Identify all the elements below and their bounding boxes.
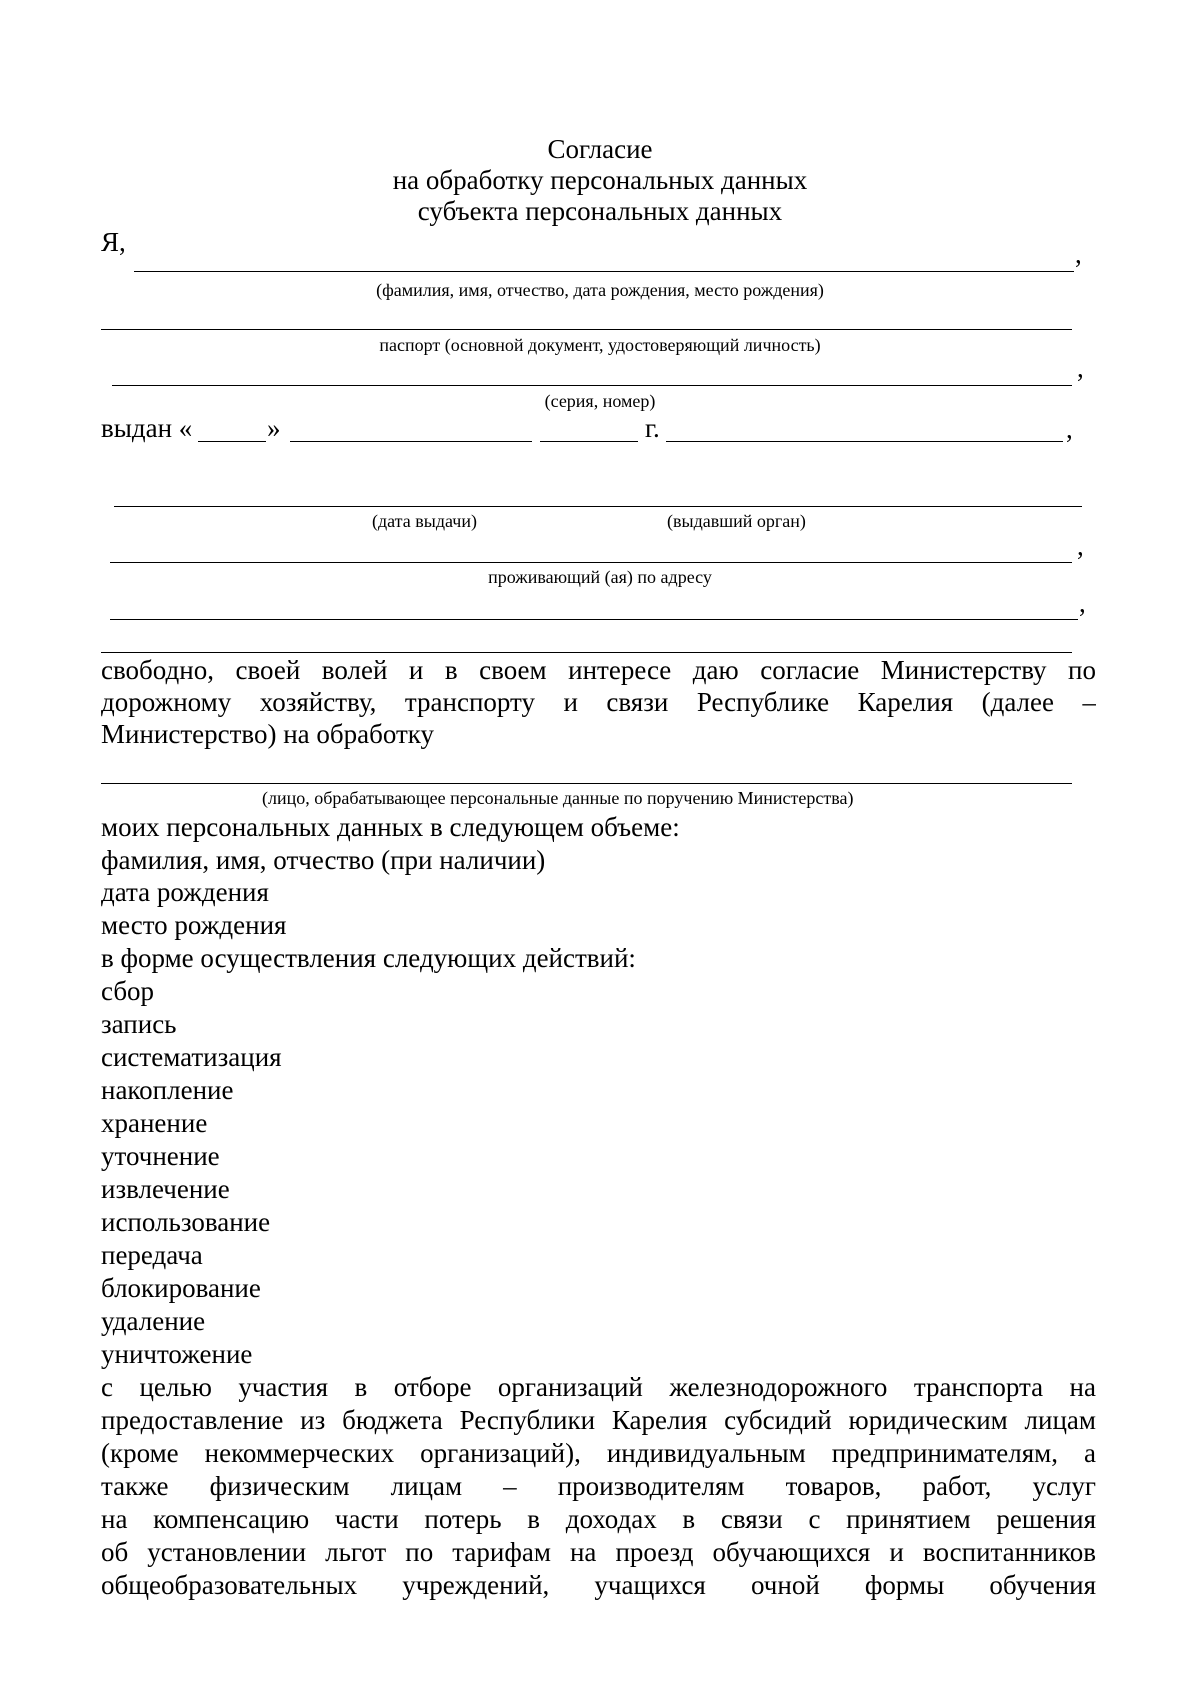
passport-caption: паспорт (основной документ, удостоверяющий личность) bbox=[379, 335, 821, 355]
action-item: использование bbox=[101, 1207, 271, 1237]
fio-field-line[interactable] bbox=[134, 271, 1074, 272]
series-number-field-line[interactable] bbox=[112, 385, 1072, 386]
ya-label: Я, bbox=[101, 227, 126, 257]
action-item: извлечение bbox=[101, 1174, 230, 1204]
consent-line-1: свободно, своей волей и в своем интересе даю согласие Министерству по bbox=[101, 655, 1096, 685]
data-scope-item: место рождения bbox=[101, 910, 287, 940]
issuer-caption: (выдавший орган) bbox=[667, 511, 806, 531]
address-caption: проживающий (ая) по адресу bbox=[488, 567, 712, 587]
purpose-line: предоставление из бюджета Республики Карелия субсидий юридическим лицам bbox=[101, 1405, 1096, 1435]
action-item: запись bbox=[101, 1009, 177, 1039]
action-item: удаление bbox=[101, 1306, 206, 1336]
action-item: хранение bbox=[101, 1108, 208, 1138]
year-label: г. bbox=[645, 413, 660, 443]
action-item: уточнение bbox=[101, 1141, 220, 1171]
purpose-line: об установлении льгот по тарифам на проезд обучающихся и воспитанников bbox=[101, 1537, 1096, 1567]
passport-field-line[interactable] bbox=[101, 329, 1072, 330]
document-subtitle-2: субъекта персональных данных bbox=[417, 196, 783, 226]
actions-intro: в форме осуществления следующих действий: bbox=[101, 943, 636, 973]
action-item: систематизация bbox=[101, 1042, 282, 1072]
issued-label: выдан « bbox=[101, 413, 193, 443]
data-scope-item: фамилия, имя, отчество (при наличии) bbox=[101, 845, 546, 875]
comma: , bbox=[1077, 531, 1084, 561]
action-item: сбор bbox=[101, 976, 155, 1006]
series-caption: (серия, номер) bbox=[544, 391, 656, 411]
action-item: уничтожение bbox=[101, 1339, 253, 1369]
purpose-line: также физическим лицам – производителям товаров, работ, услуг bbox=[101, 1471, 1096, 1501]
issue-day-field-line[interactable] bbox=[198, 441, 266, 442]
comma: , bbox=[1066, 414, 1073, 444]
issuer-field-line[interactable] bbox=[114, 506, 1082, 507]
purpose-line: с целью участия в отборе организаций железнодорожного транспорта на bbox=[101, 1372, 1096, 1402]
document-title: Согласие bbox=[547, 134, 653, 164]
comma: , bbox=[1077, 353, 1084, 383]
action-item: блокирование bbox=[101, 1273, 261, 1303]
issue-year-field-line[interactable] bbox=[540, 441, 638, 442]
issue-place-field-line[interactable] bbox=[666, 441, 1063, 442]
data-scope-intro: моих персональных данных в следующем объеме: bbox=[101, 812, 680, 842]
consent-line-3: Министерство) на обработку bbox=[101, 719, 435, 749]
comma: , bbox=[1079, 588, 1086, 618]
document-subtitle-1: на обработку персональных данных bbox=[392, 165, 808, 195]
purpose-line: на компенсацию части потерь в доходах в связи с принятием решения bbox=[101, 1504, 1096, 1534]
fio-caption: (фамилия, имя, отчество, дата рождения, место рождения) bbox=[376, 280, 824, 300]
issue-date-caption: (дата выдачи) bbox=[372, 511, 477, 531]
address-field-line[interactable] bbox=[110, 619, 1078, 620]
action-item: передача bbox=[101, 1240, 203, 1270]
comma: , bbox=[1075, 239, 1082, 269]
issuer-continuation-field-line[interactable] bbox=[110, 562, 1072, 563]
address-field-line-2[interactable] bbox=[101, 652, 1072, 653]
purpose-line: общеобразовательных учреждений, учащихся очной формы обучения bbox=[101, 1570, 1096, 1600]
issue-month-field-line[interactable] bbox=[290, 441, 532, 442]
processor-caption: (лицо, обрабатывающее персональные данные по поручению Министерства) bbox=[262, 788, 854, 808]
issued-quote-close: » bbox=[267, 413, 281, 443]
data-scope-item: дата рождения bbox=[101, 877, 269, 907]
consent-line-2: дорожному хозяйству, транспорту и связи Республике Карелия (далее – bbox=[101, 687, 1096, 717]
processor-field-line[interactable] bbox=[101, 783, 1072, 784]
purpose-line: (кроме некоммерческих организаций), индивидуальным предпринимателям, а bbox=[101, 1438, 1096, 1468]
action-item: накопление bbox=[101, 1075, 234, 1105]
